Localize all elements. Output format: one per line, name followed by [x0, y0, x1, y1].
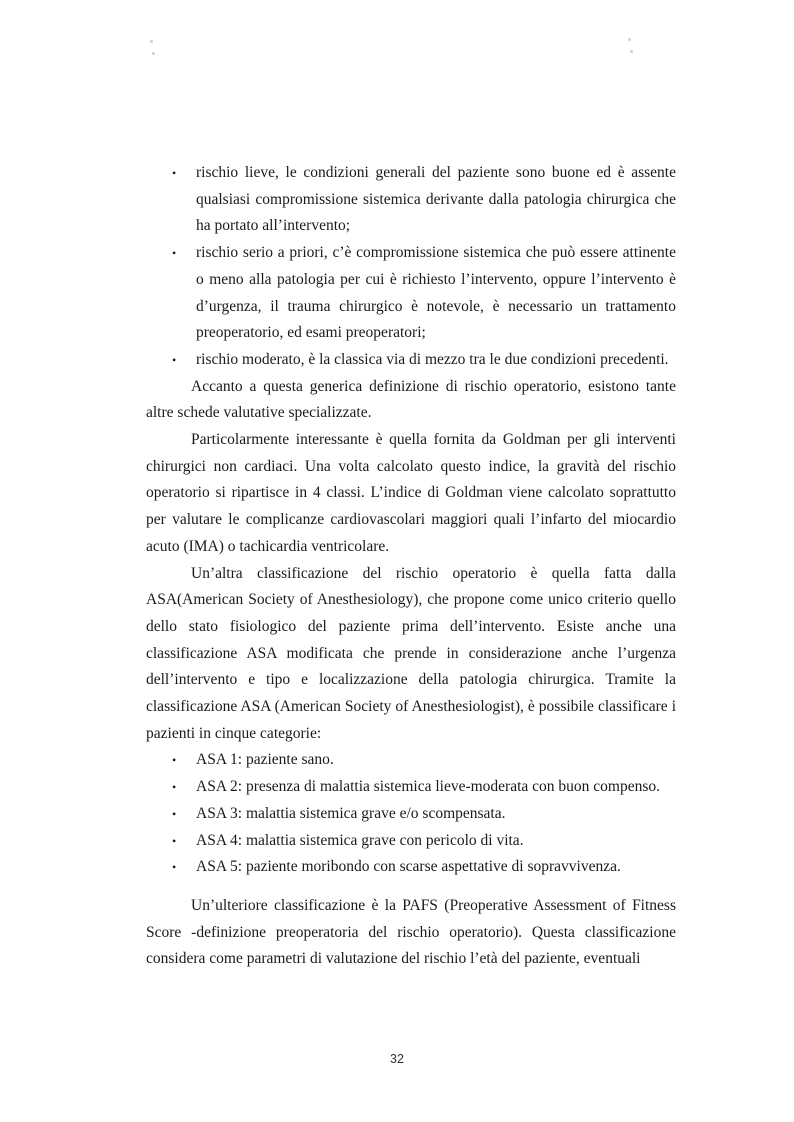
paragraph-asa: Un’altra classificazione del rischio operatorio è quella fatta dalla ASA(American Society of Anesthesiology), che propone come unico criterio quello dello stato fisiologico del paziente prima dell’intervento. Esiste anche una classificazione ASA modificata che prende in considerazione anche l’urgenza dell’intervento e tipo e localizzazione della patologia chirurgica. Tramite la classificazione ASA (American Society of Anesthesiologist), è possibile classificare i pazienti in cinque categorie: — [146, 564, 676, 742]
bullet-icon: • — [172, 352, 177, 367]
list-item — [146, 854, 676, 881]
spacer — [146, 881, 676, 893]
scan-speck — [628, 38, 631, 41]
list-item — [146, 160, 676, 240]
asa-class-text: ASA 5: paziente moribondo con scarse aspettative di sopravvivenza. — [196, 858, 621, 876]
bullet-icon: • — [172, 860, 177, 875]
list-item — [146, 774, 676, 801]
scan-speck — [152, 52, 155, 55]
bullet-icon: • — [172, 806, 177, 821]
bullet-icon: • — [172, 833, 177, 848]
paragraph-risk-definition: Accanto a questa generica definizione di rischio operatorio, esistono tante altre schede valutative specializzate. — [146, 377, 676, 422]
list-item — [146, 747, 676, 774]
page-number: 32 — [390, 1052, 404, 1066]
bullet-icon: • — [172, 246, 177, 261]
asa-class-list — [146, 747, 676, 881]
asa-class-text: ASA 3: malattia sistemica grave e/o scompensata. — [196, 804, 506, 822]
paragraph-goldman: Particolarmente interessante è quella fornita da Goldman per gli interventi chirurgici non cardiaci. Una volta calcolato questo indice, la gravità del rischio operatorio si ripartisce in 4 classi. L’indice di Goldman viene calcolato soprattutto per valutare le complicanze cardiovascolari maggiori quali l’infarto del miocardio acuto (IMA) o tachicardia ventricolare. — [146, 431, 676, 555]
risk-level-text: rischio lieve, le condizioni generali del paziente sono buone ed è assente qualsiasi compromissione sistemica derivante dalla patologia chirurgica che ha portato all’intervento; — [196, 164, 676, 235]
bullet-icon: • — [172, 753, 177, 768]
list-item — [146, 828, 676, 855]
bullet-icon: • — [172, 780, 177, 795]
list-item — [146, 801, 676, 828]
bullet-icon: • — [172, 166, 177, 180]
risk-level-text: rischio moderato, è la classica via di mezzo tra le due condizioni precedenti. — [196, 350, 669, 368]
paragraph-pafs: Un’ulteriore classificazione è la PAFS (Preoperative Assessment of Fitness Score -definizione preoperatoria del rischio operatorio). Questa classificazione considera come parametri di valutazione del rischio l’età del paziente, eventuali — [146, 896, 676, 968]
risk-level-list — [146, 160, 676, 374]
asa-class-text: ASA 1: paziente sano. — [196, 751, 334, 769]
list-item — [146, 347, 676, 374]
scan-speck — [150, 40, 153, 43]
asa-class-text: ASA 4: malattia sistemica grave con pericolo di vita. — [196, 831, 524, 849]
body-text — [146, 160, 676, 973]
asa-class-text: ASA 2: presenza di malattia sistemica lieve-moderata con buon compenso. — [196, 778, 661, 796]
risk-level-text: rischio serio a priori, c’è compromissione sistemica che può essere attinente o meno alla patologia per cui è richiesto l’intervento, oppure l’intervento è d’urgenza, il trauma chirurgico è notevole, è necessario un trattamento preoperatorio, ed esami preoperatori; — [196, 244, 676, 342]
scan-speck — [630, 50, 633, 53]
list-item — [146, 240, 676, 347]
